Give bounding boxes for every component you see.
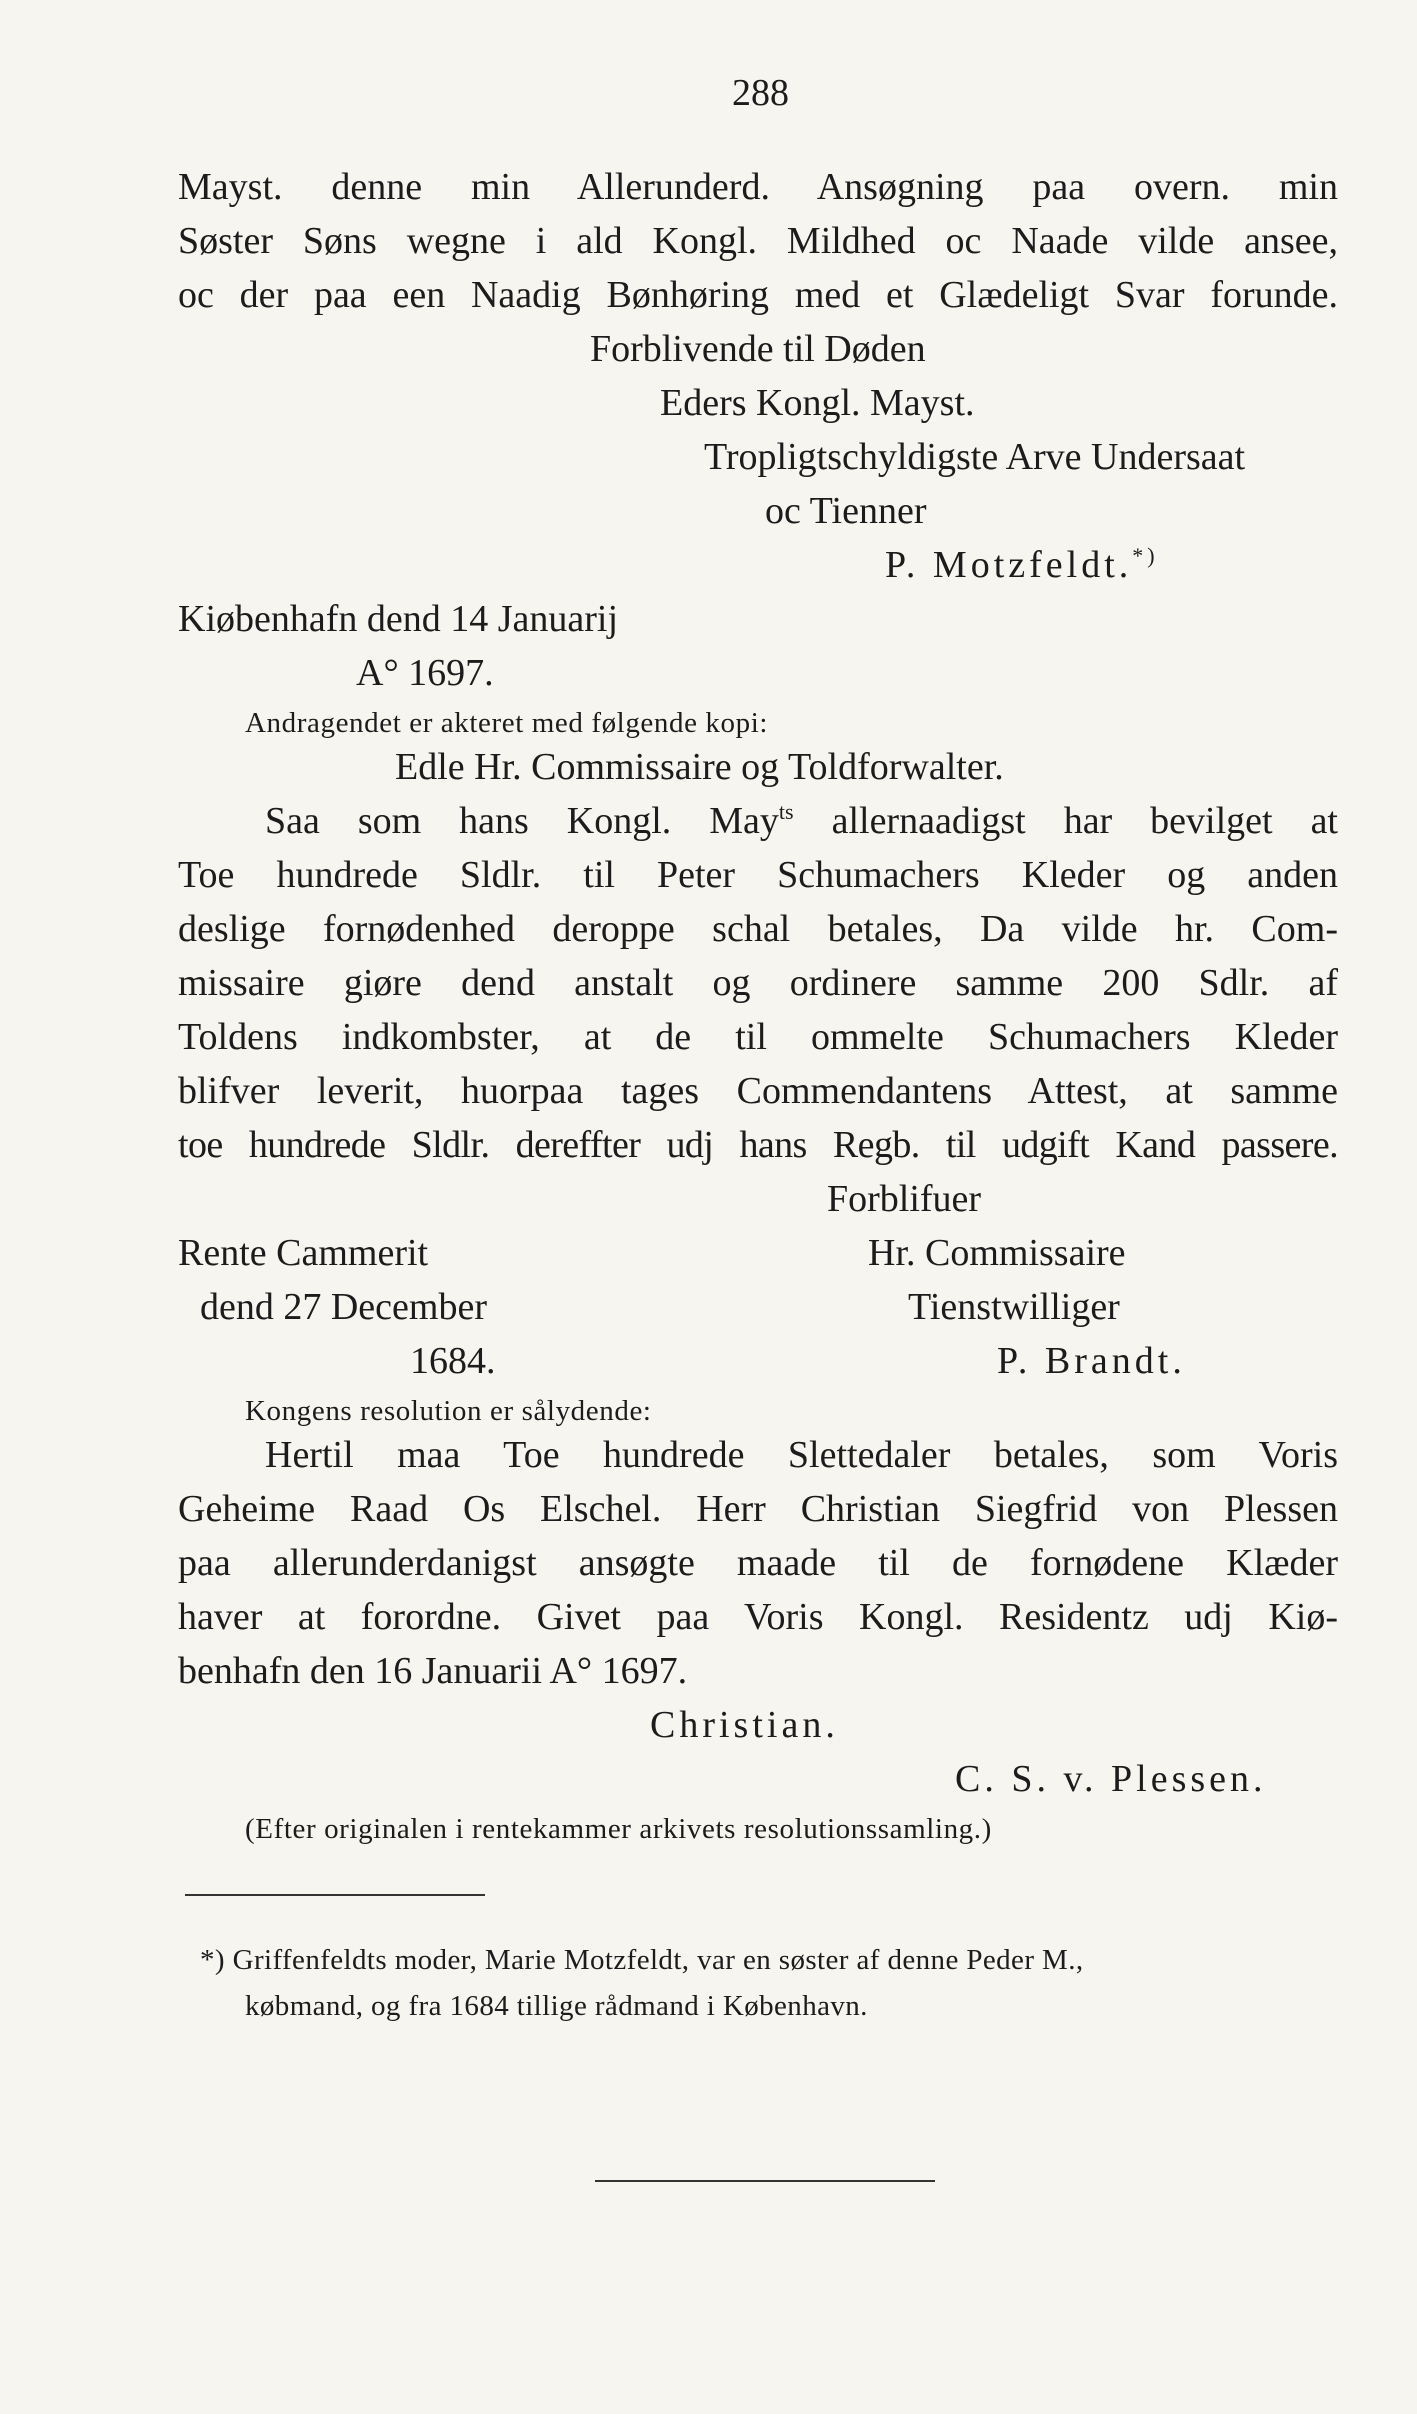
closing-line-3: Tropligtschyldigste Arve Undersaat — [704, 436, 1246, 478]
footnote-mark: *) — [1132, 543, 1159, 568]
copy-line-2: Toe hundrede Sldlr. til Peter Schumachers Kleder og anden — [178, 854, 1338, 896]
letter-year: A° 1697. — [356, 652, 494, 694]
copy-left-3: 1684. — [410, 1340, 496, 1382]
place-date: Kiøbenhafn dend 14 Januarij — [178, 598, 619, 640]
signature-motzfeldt: P. Motzfeldt.*) — [885, 543, 1159, 586]
copy-left-1: Rente Cammerit — [178, 1232, 429, 1274]
resolution-line-1: Hertil maa Toe hundrede Slettedaler betales, som Voris — [265, 1434, 1338, 1476]
source-note: (Efter originalen i rentekammer arkivets resolutionssamling.) — [245, 1813, 992, 1845]
copy-left-2: dend 27 December — [200, 1286, 487, 1328]
closing-line-4: oc Tienner — [765, 490, 927, 532]
copy-salutation: Edle Hr. Commissaire og Toldforwalter. — [395, 746, 1004, 788]
resolution-line-3: paa allerunderdanigst ansøgte maade til de fornødene Klæder — [178, 1542, 1338, 1584]
closing-line-2: Eders Kongl. Mayst. — [660, 382, 975, 424]
page-number: 288 — [732, 72, 789, 114]
note-copy: Andragendet er akteret med følgende kopi: — [245, 707, 769, 739]
letter-line-1: Mayst. denne min Allerunderd. Ansøgning paa overn. min — [178, 166, 1338, 208]
resolution-line-4: haver at forordne. Givet paa Voris Kongl. Residentz udj Kiø- — [178, 1596, 1338, 1638]
copy-line-7: toe hundrede Sldlr. dereffter udj hans Regb. til udgift Kand passere. — [178, 1124, 1338, 1166]
copy-line-5: Toldens indkombster, at de til ommelte Schumachers Kleder — [178, 1016, 1338, 1058]
resolution-line-5: benhafn den 16 Januarii A° 1697. — [178, 1650, 688, 1692]
footnote-divider — [185, 1894, 485, 1896]
signature-christian: Christian. — [650, 1704, 839, 1746]
letter-line-2: Søster Søns wegne i ald Kongl. Mildhed oc Naade vilde ansee, — [178, 220, 1338, 262]
copy-right-1: Hr. Commissaire — [868, 1232, 1126, 1274]
footnote-line-2: købmand, og fra 1684 tillige rådmand i København. — [245, 1990, 868, 2022]
copy-line-6: blifver leverit, huorpaa tages Commendantens Attest, at samme — [178, 1070, 1338, 1112]
note-resolution: Kongens resolution er sålydende: — [245, 1395, 652, 1427]
copy-close: Forblifuer — [827, 1178, 982, 1220]
copy-line-4: missaire giøre dend anstalt og ordinere samme 200 Sdlr. af — [178, 962, 1338, 1004]
signature-plessen: C. S. v. Plessen. — [955, 1758, 1267, 1800]
resolution-line-2: Geheime Raad Os Elschel. Herr Christian Siegfrid von Plessen — [178, 1488, 1338, 1530]
copy-line-1: Saa som hans Kongl. May$^{ts}$ allernaadigst har bevilget at — [265, 799, 1338, 842]
copy-right-2: Tienstwilliger — [908, 1286, 1120, 1328]
closing-line-1: Forblivende til Døden — [590, 328, 926, 370]
footnote-line-1: *) Griffenfeldts moder, Marie Motzfeldt, var en søster af denne Peder M., — [200, 1944, 1084, 1976]
copy-line-3: deslige fornødenhed deroppe schal betales, Da vilde hr. Com- — [178, 908, 1338, 950]
letter-line-3: oc der paa een Naadig Bønhøring med et Glædeligt Svar forunde. — [178, 274, 1338, 316]
bottom-rule — [595, 2180, 935, 2182]
signature-brandt: P. Brandt. — [997, 1340, 1186, 1382]
